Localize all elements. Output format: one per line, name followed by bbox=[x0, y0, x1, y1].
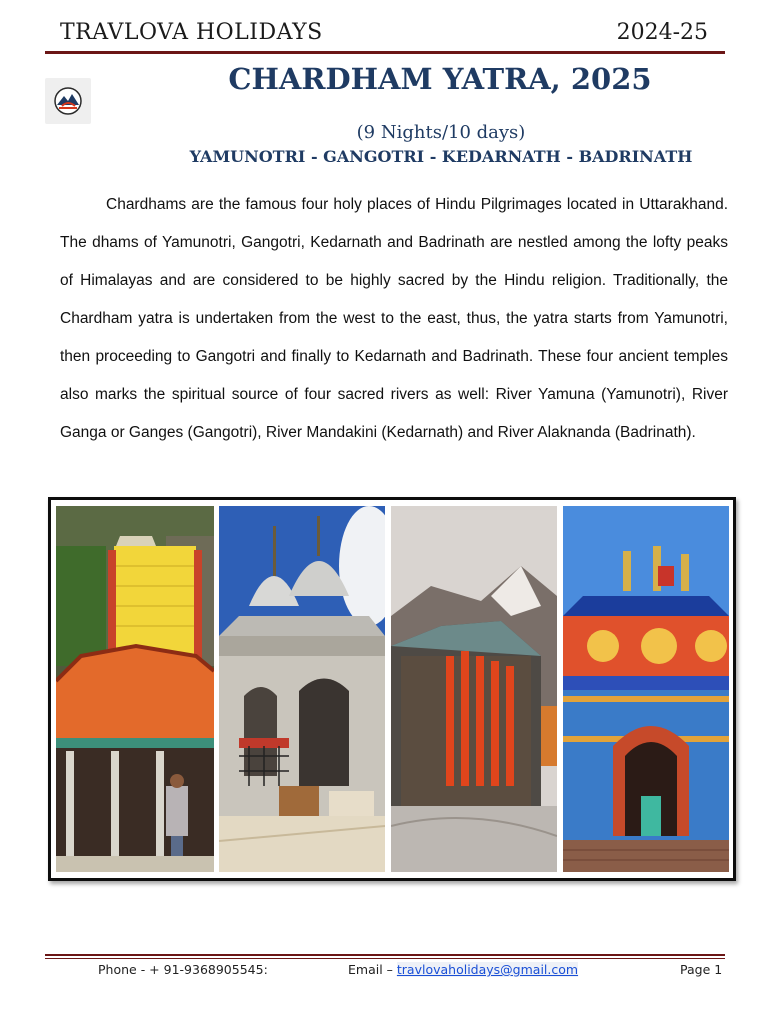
page-footer bbox=[0, 962, 768, 980]
yamunotri-temple-photo bbox=[56, 506, 214, 872]
footer-phone: Phone - + 91-9368905545: bbox=[98, 962, 268, 977]
footer-email-label: Email – bbox=[348, 962, 393, 977]
company-name: TRAVLOVA HOLIDAYS bbox=[60, 20, 323, 45]
gangotri-temple-photo bbox=[219, 506, 385, 872]
trip-duration: (9 Nights/10 days) bbox=[356, 122, 526, 143]
page-title: CHARDHAM YATRA, 2025 bbox=[228, 62, 652, 96]
footer-rule bbox=[45, 954, 725, 956]
email-link[interactable]: travlovaholidays@gmail.com bbox=[396, 962, 579, 977]
page-header bbox=[60, 18, 708, 50]
page-number: Page 1 bbox=[680, 962, 723, 977]
temples-photo-collage bbox=[48, 497, 736, 881]
intro-paragraph: Chardhams are the famous four holy places of Hindu Pilgrimages located in Uttarakhand. The dhams of Yamunotri, Gangotri, Kedarnath and Badrinath are nestled among the lofty peaks of Himalayas and are considered to be highly sacred by the Hindu religion. Traditionally, the Chardham yatra is undertaken from the west to the east, thus, the yatra starts from Yamunotri, then proceeding to Gangotri and finally to Kedarnath and Badrinath. These four ancient temples also marks the spiritual source of four sacred rivers as well: River Yamuna (Yamunotri), River Ganga or Ganges (Gangotri), River Mandakini (Kedarnath) and River Alaknanda (Badrinath). bbox=[60, 196, 728, 441]
route-heading: YAMUNOTRI - GANGOTRI - KEDARNATH - BADRINATH bbox=[189, 147, 693, 166]
badrinath-temple-photo bbox=[563, 506, 729, 872]
footer-rule-thin bbox=[45, 958, 725, 959]
header-rule bbox=[45, 51, 725, 54]
footer-email bbox=[348, 962, 578, 977]
kedarnath-temple-photo bbox=[391, 506, 557, 872]
header-year: 2024-25 bbox=[616, 20, 708, 45]
